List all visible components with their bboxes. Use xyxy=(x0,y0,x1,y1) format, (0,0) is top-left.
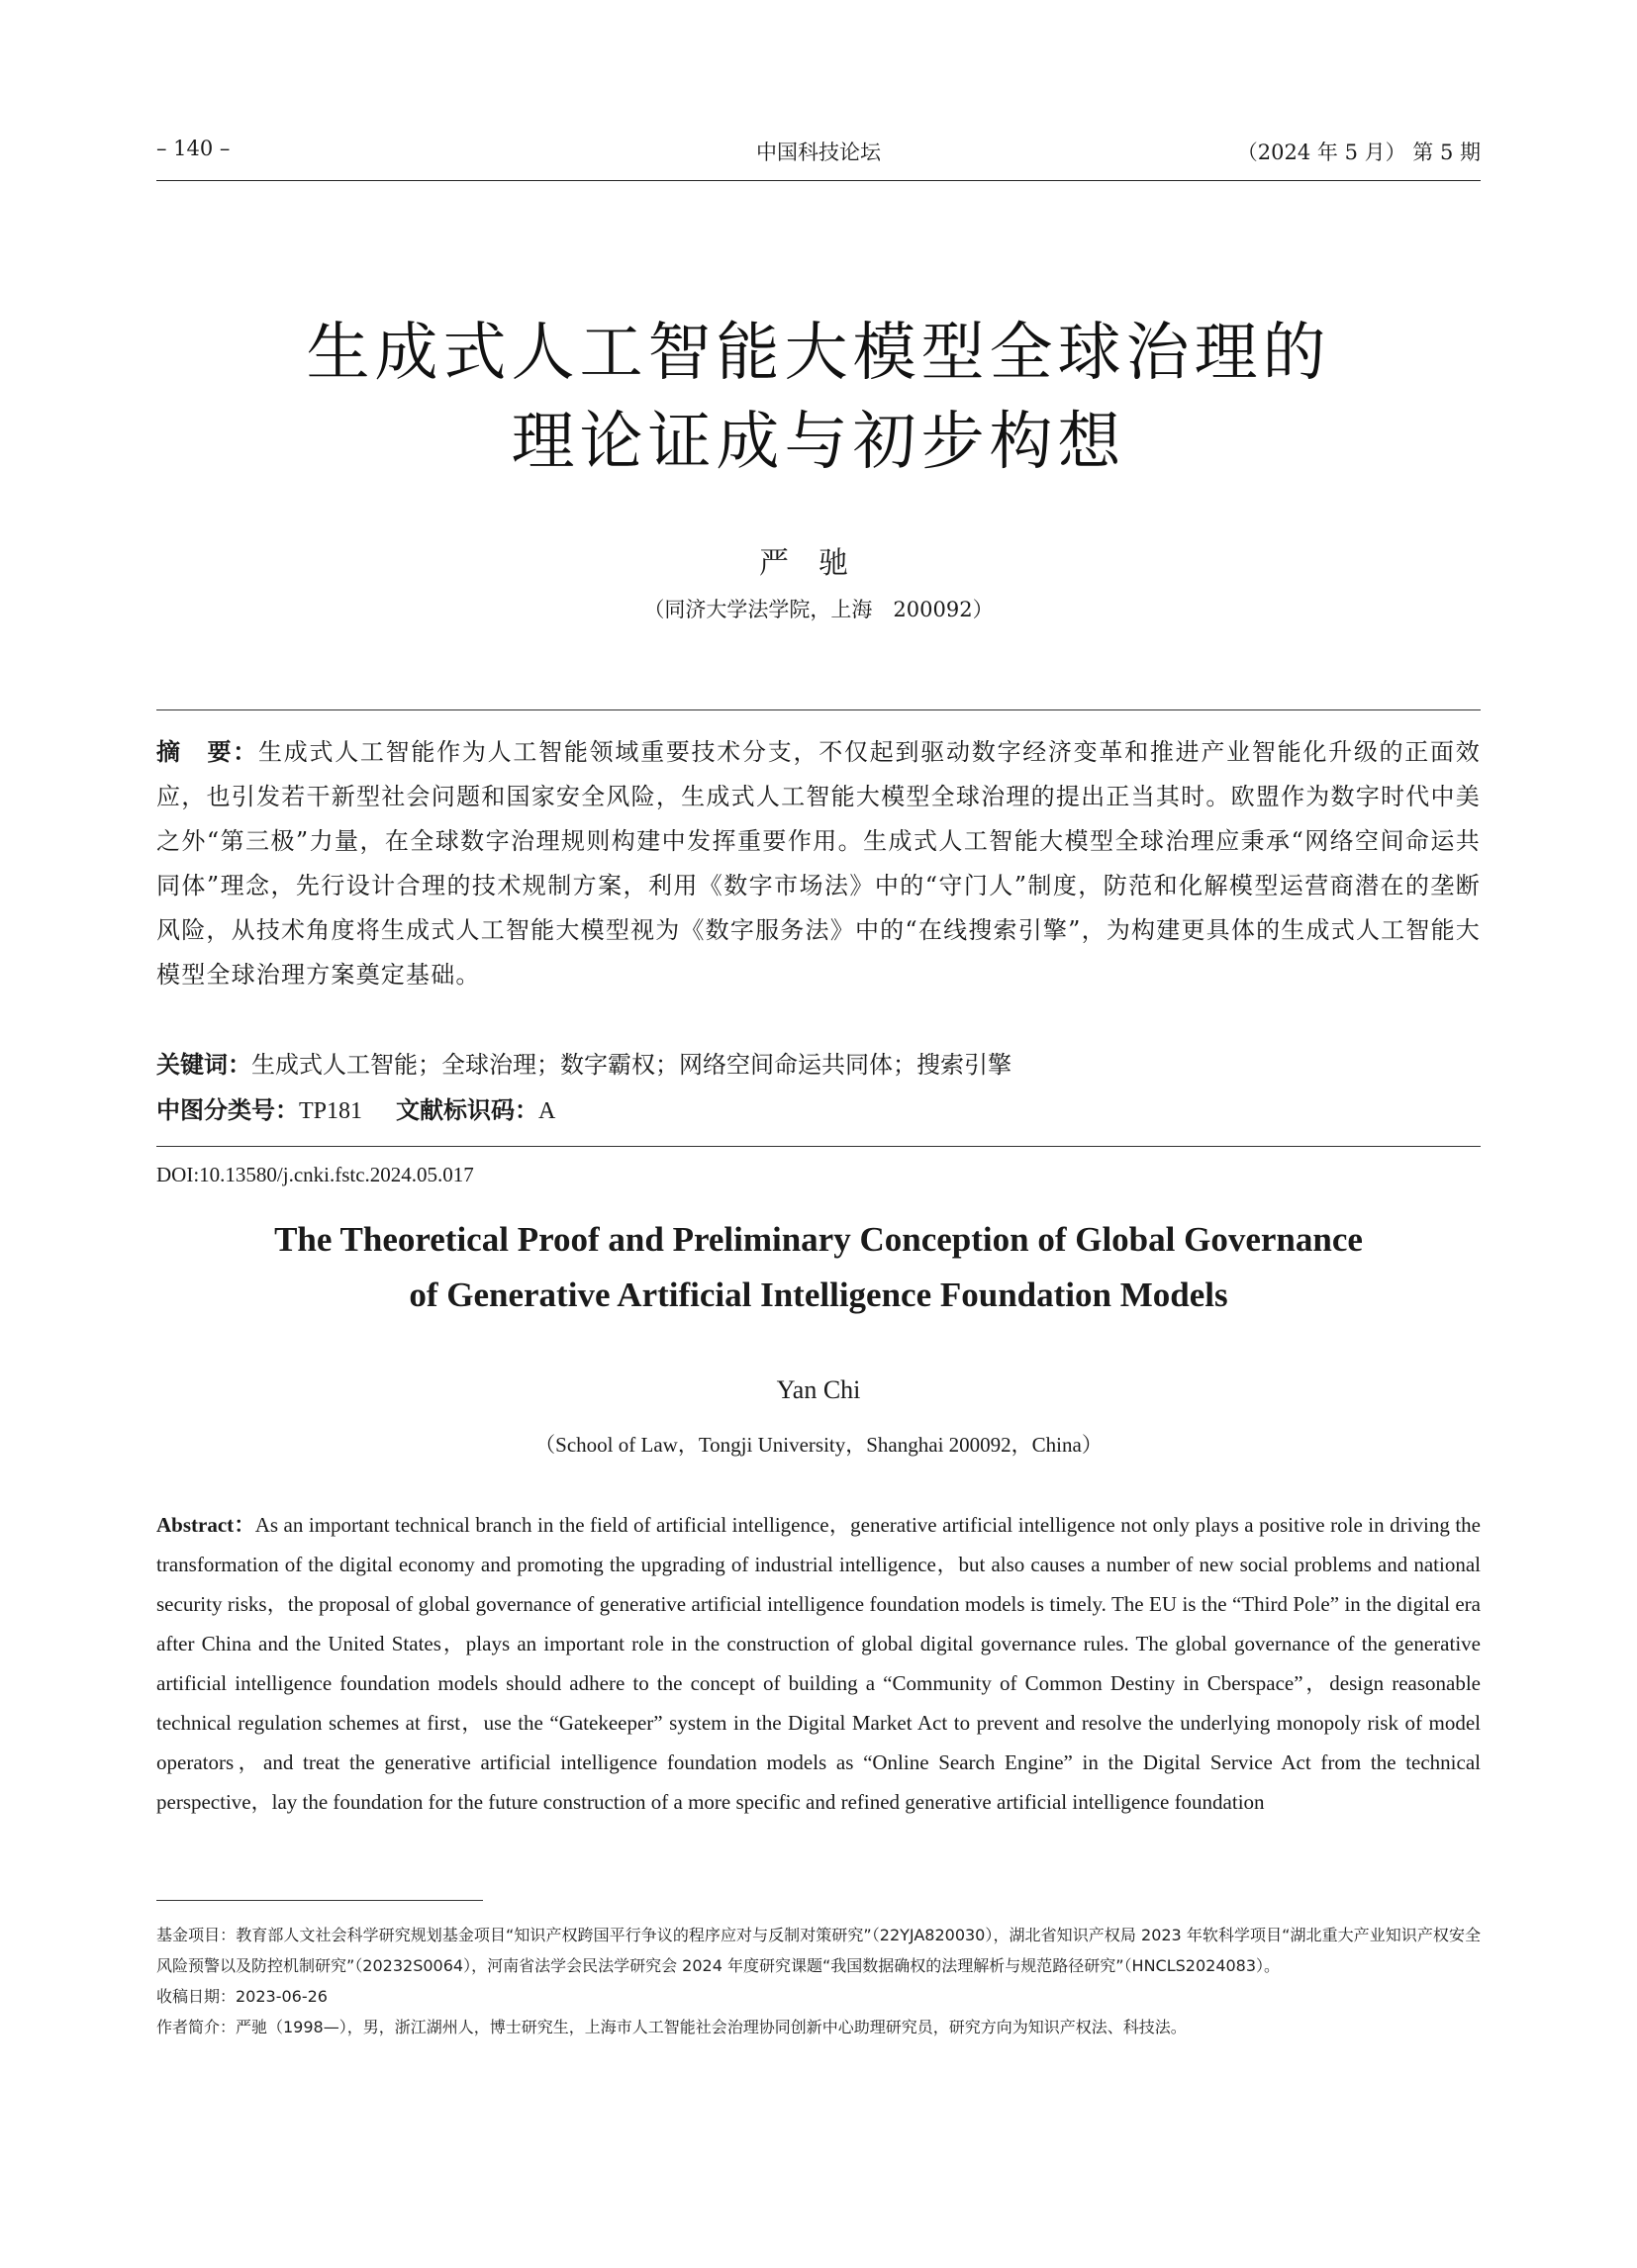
journal-name: 中国科技论坛 xyxy=(756,141,881,164)
title-chinese-line-2: 理论证成与初步构想 xyxy=(511,406,1126,479)
title-english xyxy=(156,1212,1481,1323)
title-english-line-2: of Generative Artificial Intelligence Foundation Models xyxy=(409,1276,1228,1314)
clc-value: TP181 xyxy=(299,1098,363,1124)
footnote-received-date: 收稿日期：2023-06-26 xyxy=(156,1987,328,2006)
page-number: – 140 – xyxy=(156,137,231,160)
doc-code-value: A xyxy=(538,1098,556,1124)
abstract-chinese-label: 摘 要： xyxy=(156,738,258,766)
abstract-english-label: Abstract： xyxy=(156,1513,255,1537)
issue-info: （2024 年 5 月） 第 5 期 xyxy=(1236,141,1481,164)
footnote-rule xyxy=(156,1900,483,1901)
abstract-english-text: As an important technical branch in the field of artificial intelligence，generative artificial intelligence not only plays a positive role in driving the transformation of the digital economy and promoting the upgrading of industrial intelligence，but also causes a number of new social problems and national security risks，the proposal of global governance of generative artificial intelligence foundation models is timely. The EU is the “Third Pole” in the digital era after China and the United States，plays an important role in the construction of global digital governance rules. The global governance of the generative artificial intelligence foundation models should adhere to the concept of building a “Community of Common Destiny in Cberspace”，design reasonable technical regulation schemes at first，use the “Gatekeeper” system in the Digital Market Act to prevent and resolve the underlying monopoly risk of model operators，and treat the generative artificial intelligence foundation models as “Online Search Engine” in the Digital Service Act from the technical perspective，lay the foundation for the future construction of a more specific and refined generative artificial intelligence foundation xyxy=(156,1513,1481,1814)
doi: DOI:10.13580/j.cnki.fstc.2024.05.017 xyxy=(156,1163,474,1186)
title-english-line-1: The Theoretical Proof and Preliminary Conception of Global Governance xyxy=(274,1220,1363,1259)
keywords-chinese xyxy=(156,1045,1481,1080)
abstract-chinese xyxy=(156,730,1481,997)
running-header xyxy=(156,137,1481,170)
doc-code-label: 文献标识码： xyxy=(396,1096,539,1124)
footnote-funding: 基金项目：教育部人文社会科学研究规划基金项目“知识产权跨国平行争议的程序应对与反制对策研究”（22YJA820030），湖北省知识产权局 2023 年软科学项目“湖北重大产业知识产权安全风险预警以及防控机制研究”（20232S0064），河南省法学会民法学研究会 2024 年度研究课题“我国数据确权的法理解析与规范路径研究”（HNCLS2024083）。 xyxy=(156,1926,1481,1975)
title-chinese-line-1: 生成式人工智能大模型全球治理的 xyxy=(306,317,1331,390)
clc-label: 中图分类号： xyxy=(156,1096,299,1124)
affiliation-chinese: （同济大学法学院，上海 200092） xyxy=(643,598,994,621)
keywords-text: 生成式人工智能；全球治理；数字霸权；网络空间命运共同体；搜索引擎 xyxy=(251,1051,1011,1079)
header-rule xyxy=(156,180,1481,181)
abstract-top-rule xyxy=(156,709,1481,710)
author-chinese: 严驰 xyxy=(759,546,878,581)
abstract-bottom-rule xyxy=(156,1146,1481,1147)
abstract-chinese-text: 生成式人工智能作为人工智能领域重要技术分支，不仅起到驱动数字经济变革和推进产业智能化升级的正面效应，也引发若干新型社会问题和国家安全风险，生成式人工智能大模型全球治理的提出正当其时。欧盟作为数字时代中美之外“第三极”力量，在全球数字治理规则构建中发挥重要作用。生成式人工智能大模型全球治理应秉承“网络空间命运共同体”理念，先行设计合理的技术规制方案，利用《数字市场法》中的“守门人”制度，防范和化解模型运营商潜在的垄断风险，从技术角度将生成式人工智能大模型视为《数字服务法》中的“在线搜索引擎”，为构建更具体的生成式人工智能大模型全球治理方案奠定基础。 xyxy=(156,738,1481,989)
classification-line xyxy=(156,1090,1481,1125)
footnotes xyxy=(156,1920,1481,2042)
author-english: Yan Chi xyxy=(776,1375,861,1404)
affiliation-english: （School of Law，Tongji University，Shanghai 200092，China） xyxy=(534,1433,1103,1457)
keywords-label: 关键词： xyxy=(156,1051,251,1079)
footnote-author-bio: 作者简介：严驰（1998—），男，浙江湖州人，博士研究生，上海市人工智能社会治理协同创新中心助理研究员，研究方向为知识产权法、科技法。 xyxy=(156,2018,1187,2036)
title-chinese xyxy=(156,309,1481,487)
abstract-english xyxy=(156,1505,1481,1822)
